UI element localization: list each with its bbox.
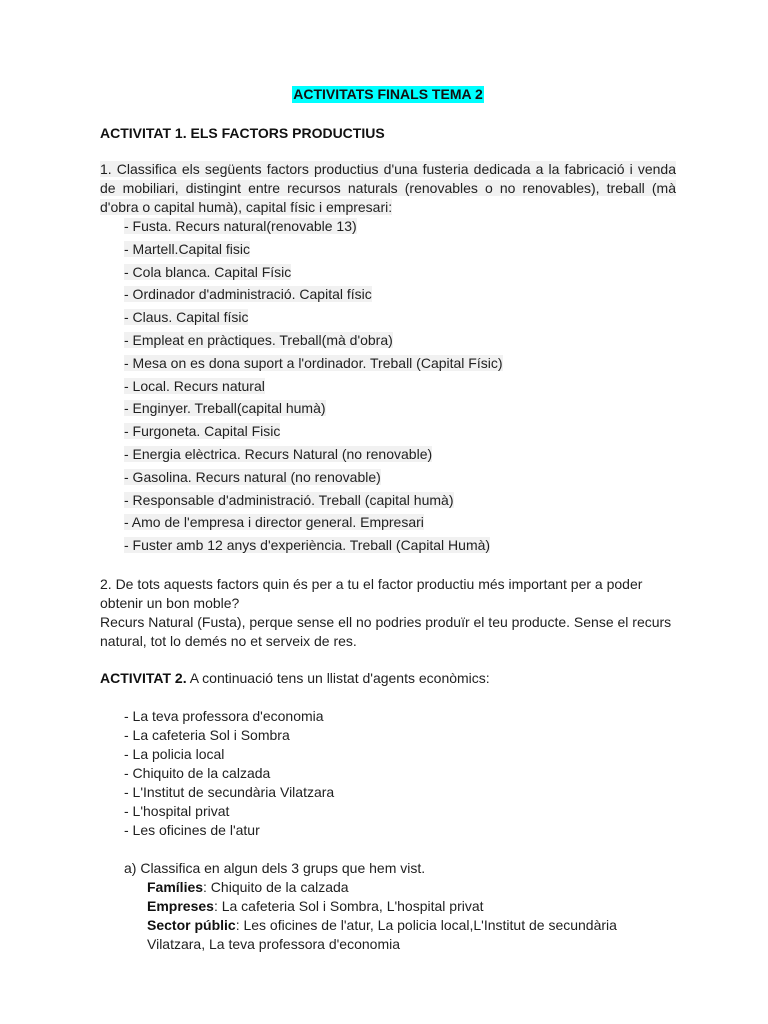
list-item-text: - Furgoneta. Capital Fisic [124, 423, 281, 440]
document-page [100, 0, 676, 1024]
document-title: ACTIVITATS FINALS TEMA 2 [293, 86, 483, 102]
list-item: - L'Institut de secundària Vilatzara [124, 784, 335, 800]
list-item-text: - Fuster amb 12 anys d'experiència. Treball (Capital Humà) [124, 537, 491, 554]
list-item: - Les oficines de l'atur [124, 822, 260, 838]
question-1-text: 1. Classifica els següents factors productius d'una fusteria dedicada a la fabricació i venda de mobiliari, distingint entre recursos naturals (renovables o no renovables), treball (mà d'obra o capital humà), capital físic i empresari: [100, 161, 676, 215]
list-item [124, 421, 503, 444]
list-item-text: - Mesa on es dona suport a l'ordinador. Treball (Capital Físic) [124, 354, 503, 371]
list-item: - La policia local [124, 746, 225, 762]
list-item [124, 216, 503, 239]
list-item-text: - Local. Recurs natural [124, 377, 265, 394]
list-item [124, 467, 503, 490]
question-2: 2. De tots aquests factors quin és per a tu el factor productiu més important per a poder obtenir un bon moble? [100, 576, 643, 611]
group-empreses [147, 897, 667, 916]
list-item [124, 330, 503, 353]
group-label: Empreses [147, 898, 214, 914]
group-sector-public [147, 916, 667, 954]
group-value: : Chiquito de la calzada [203, 879, 349, 895]
group-value: : La cafeteria Sol i Sombra, L'hospital privat [213, 898, 484, 914]
group-value: : Les oficines de l'atur, La policia local,L'Institut de secundària Vilatzara, La teva professora d'economia [147, 917, 617, 952]
group-label: Sector públic [147, 917, 236, 933]
list-item [124, 444, 503, 467]
list-item-text: - Martell.Capital fisic [124, 240, 251, 257]
list-item-text: - Empleat en pràctiques. Treball(mà d'obra) [124, 331, 393, 348]
groups-classification [147, 878, 667, 954]
list-item: - La teva professora d'economia [124, 708, 324, 724]
title-container [100, 86, 676, 103]
list-item [124, 307, 503, 330]
list-item [124, 535, 503, 558]
activitat2-heading: ACTIVITAT 2. [100, 670, 187, 686]
factors-list [124, 216, 503, 558]
list-item-text: - Responsable d'administració. Treball (capital humà) [124, 491, 454, 508]
list-item-text: - Energia elèctrica. Recurs Natural (no renovable) [124, 445, 433, 462]
list-item [124, 490, 503, 513]
answer-2: Recurs Natural (Fusta), perque sense ell no podries produïr el teu producte. Sense el recurs natural, tot lo demés no et serveix de res. [100, 614, 672, 649]
list-item-text: - Gasolina. Recurs natural (no renovable) [124, 468, 381, 485]
list-item-text: - Ordinador d'administració. Capital físic [124, 286, 372, 303]
list-item [124, 284, 503, 307]
list-item [124, 512, 503, 535]
group-label: Famílies [147, 879, 204, 895]
list-item [124, 376, 503, 399]
question-2-block [100, 575, 676, 651]
question-1 [100, 160, 676, 217]
agents-list [124, 707, 334, 840]
list-item [124, 398, 503, 421]
list-item-text: - Fusta. Recurs natural(renovable 13) [124, 218, 357, 234]
list-item: - Chiquito de la calzada [124, 765, 271, 781]
list-item-text: - Amo de l'empresa i director general. Empresari [124, 514, 424, 531]
list-item-text: - Enginyer. Treball(capital humà) [124, 400, 326, 417]
question-a: a) Classifica en algun dels 3 grups que hem vist. [124, 860, 426, 876]
activitat2-intro [100, 669, 490, 688]
list-item [124, 239, 503, 262]
activitat1-heading: ACTIVITAT 1. ELS FACTORS PRODUCTIUS [100, 125, 385, 141]
list-item: - La cafeteria Sol i Sombra [124, 727, 290, 743]
list-item-text: - Claus. Capital físic [124, 309, 249, 326]
list-item [124, 353, 503, 376]
list-item: - L'hospital privat [124, 803, 230, 819]
activitat2-intro-text: A continuació tens un llistat d'agents econòmics: [186, 670, 490, 686]
list-item-text: - Cola blanca. Capital Físic [124, 263, 292, 280]
group-families [147, 878, 667, 897]
list-item [124, 262, 503, 285]
